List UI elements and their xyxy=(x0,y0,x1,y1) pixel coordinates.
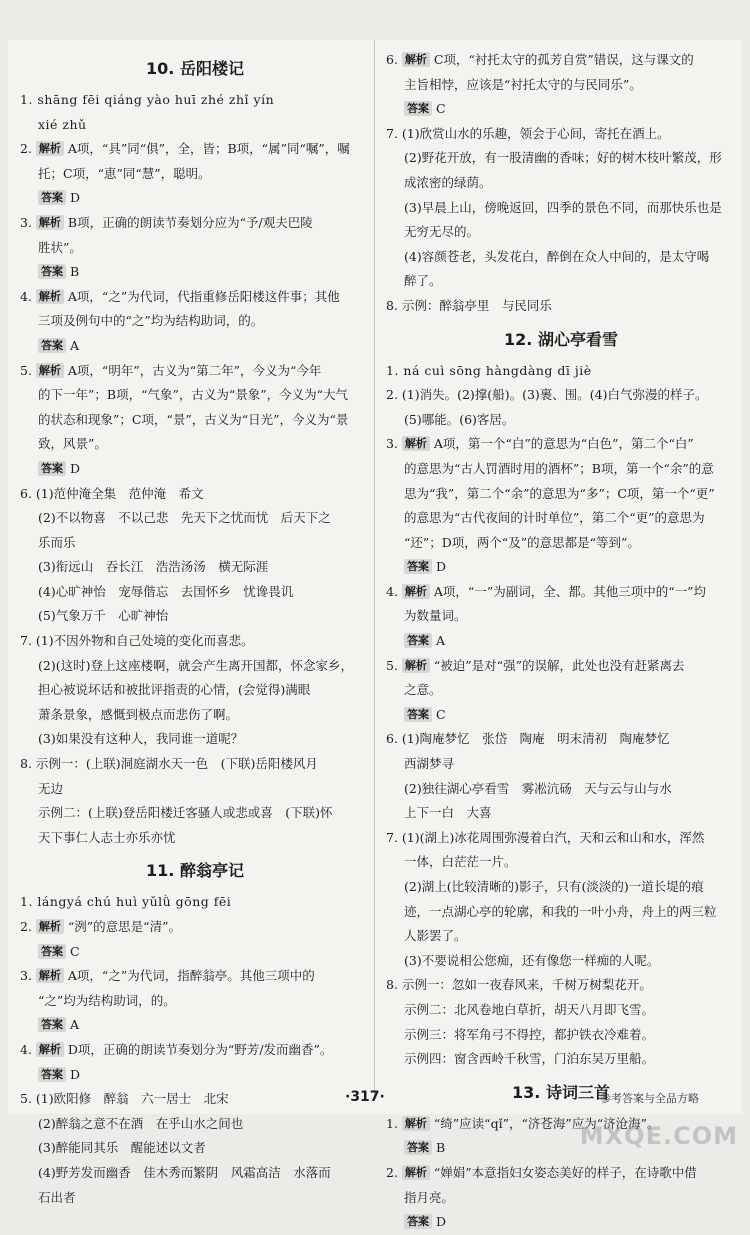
q3-analysis: 3. 解析 A项，“之”为代词，指醉翁亭。其他三项中的 xyxy=(20,968,315,984)
answer-tag: 答案 xyxy=(38,1067,66,1082)
q3-analysis-cont: 思为“我”，第二个“余”的意思为“多”；C项，第一个“更” xyxy=(404,485,715,501)
q4-analysis: 4. 解析 A项，“之”为代词，代指重修岳阳楼这件事；其他 xyxy=(20,288,340,304)
q2-answer: 答案 C xyxy=(20,940,370,965)
q7-line: 7. (1)不因外物和自己处境的变化而喜悲。 xyxy=(20,633,254,649)
answer-tag: 答案 xyxy=(38,190,66,205)
q4-answer: 答案 D xyxy=(20,1063,370,1088)
q8-line: 示例二：(上联)登岳阳楼迁客骚人或悲或喜 (下联)怀 xyxy=(38,805,333,821)
q7-line: (4)容颜苍老，头发花白，醉倒在众人中间的，是太守喝 xyxy=(404,248,710,264)
q6-line: 西湖梦寻 xyxy=(404,756,455,772)
analysis-tag: 解析 xyxy=(36,363,64,378)
q7-line: 一体，白茫茫一片。 xyxy=(404,854,517,870)
left-column xyxy=(20,48,370,1210)
q7-line: 成浓密的绿荫。 xyxy=(404,174,492,190)
q5-analysis-cont: 致，风景”。 xyxy=(38,436,107,452)
q7-line: 7. (1)欣赏山水的乐趣，领会于心间，寄托在酒上。 xyxy=(386,125,670,141)
q7-line: 萧条景象，感慨到极点而悲伤了啊。 xyxy=(38,706,239,722)
q5-analysis-cont: 的下一年”；B项，“气象”，古义为“景象”，今义为“大气 xyxy=(38,387,349,403)
q3-answer: 答案 D xyxy=(386,555,736,580)
q6-analysis-cont: 主旨相悖，应该是“衬托太守的与民同乐”。 xyxy=(404,76,642,92)
q5-line: 5. (1)欧阳修 醉翁 六一居士 北宋 xyxy=(20,1091,229,1107)
q5-answer: 答案 C xyxy=(386,703,736,728)
section-title-12: 12. 湖心亭看雪 xyxy=(504,329,618,349)
q5-analysis: 5. 解析 “被迫”是对“强”的误解，此处也没有赶紧离去 xyxy=(386,657,685,673)
q3-analysis-cont: “还”；D项，两个“及”的意思都是“等到”。 xyxy=(404,534,640,550)
q1-pinyin: 1. ná cuì sōng hàngdàng dī jiè xyxy=(386,362,592,378)
q7-line: (2)野花开放，有一股清幽的香味；好的树木枝叶繁茂，形 xyxy=(404,150,722,166)
q3-analysis: 3. 解析 B项，正确的朗读节奏划分应为“予/观夫巴陵 xyxy=(20,214,313,230)
answer-tag: 答案 xyxy=(38,944,66,959)
q1-analysis: 1. 解析 “绮”应读“qǐ”，“济苍海”应为“济沧海”。 xyxy=(386,1115,660,1131)
q1-pinyin-cont: xié zhǔ xyxy=(38,116,87,132)
q4-answer: 答案 A xyxy=(20,334,370,359)
q4-analysis-cont: 三项及例句中的“之”均为结构助词，的。 xyxy=(38,313,264,329)
q4-analysis-cont: 为数量词。 xyxy=(404,608,467,624)
q5-analysis-cont: 的状态和现象”；C项，“景”，古义为“日光”，今义为“景 xyxy=(38,411,349,427)
answer-tag: 答案 xyxy=(38,338,66,353)
q8-line: 示例二：北风卷地白草折，胡天八月即飞雪。 xyxy=(404,1001,655,1017)
analysis-tag: 解析 xyxy=(36,289,64,304)
q3-answer: 答案 A xyxy=(20,1013,370,1038)
q2-analysis-cont: 托；C项，“恵”同“慧”，聪明。 xyxy=(38,165,211,181)
q1-answer: 答案 B xyxy=(386,1136,736,1161)
q6-line: (2)独往湖心亭看雪 雾凇沆砀 天与云与山与水 xyxy=(404,780,672,796)
analysis-tag: 解析 xyxy=(402,1116,430,1131)
answer-tag: 答案 xyxy=(38,461,66,476)
q4-analysis: 4. 解析 A项，“一”为副词，全、都。其他三项中的“一”均 xyxy=(386,583,706,599)
q7-line: 迹，一点湖心亭的轮廓，和我的一叶小舟，舟上的两三粒 xyxy=(404,903,717,919)
q8-line: 8. 示例一：忽如一夜春风来，千树万树梨花开。 xyxy=(386,977,652,993)
answer-tag: 答案 xyxy=(404,559,432,574)
analysis-tag: 解析 xyxy=(36,968,64,983)
q7-line: (3)如果没有这种人，我同谁一道呢？ xyxy=(38,731,244,747)
q2-line: (5)哪能。(6)客居。 xyxy=(404,411,515,427)
q6-line: (4)心旷神怡 宠辱偕忘 去国怀乡 忧谗畏讥 xyxy=(38,583,294,599)
q3-analysis-cont: 的意思为“古人罚酒时用的酒杯”；B项，第一个“余”的意 xyxy=(404,460,714,476)
q8-line: 示例四：窗含西岭千秋雪，门泊东吴万里船。 xyxy=(404,1051,655,1067)
q8-line: 示例三：将军角弓不得控，都护铁衣冷难着。 xyxy=(404,1026,655,1042)
q8-line: 天下事仁人志士亦乐亦忧 xyxy=(38,829,176,845)
q7-line: (3)不要说相公您痴，还有像您一样痴的人呢。 xyxy=(404,952,660,968)
q6-line: 乐而乐 xyxy=(38,534,76,550)
q5-line: (3)醉能同其乐 醒能述以文者 xyxy=(38,1140,206,1156)
page-number: ·317· xyxy=(345,1089,385,1105)
q1-pinyin: 1. shāng fēi qiáng yào huī zhé zhǐ yín xyxy=(20,92,275,107)
q5-analysis-cont: 之意。 xyxy=(404,682,442,698)
column-divider xyxy=(374,40,375,1100)
q3-analysis-cont: 胜状”。 xyxy=(38,239,82,255)
answer-tag: 答案 xyxy=(404,1140,432,1155)
section-title-10: 10. 岳阳楼记 xyxy=(146,59,244,78)
q8-line: 无边 xyxy=(38,780,64,796)
q5-answer: 答案 D xyxy=(20,457,370,482)
section-title-11: 11. 醉翁亭记 xyxy=(146,861,244,881)
q2-analysis-cont: 指月亮。 xyxy=(404,1189,455,1205)
q7-line: 人影罢了。 xyxy=(404,928,467,944)
q3-analysis-cont: “之”均为结构助词，的。 xyxy=(38,992,176,1008)
q6-line: (3)衔远山 吞长江 浩浩汤汤 横无际涯 xyxy=(38,559,269,575)
analysis-tag: 解析 xyxy=(36,215,64,230)
q7-line: 醉了。 xyxy=(404,273,442,289)
analysis-tag: 解析 xyxy=(402,436,430,451)
section-title-13: 13. 诗词三首 xyxy=(512,1082,610,1102)
analysis-tag: 解析 xyxy=(402,1165,430,1180)
q7-line: (2)(这时)登上这座楼啊，就会产生离开国都，怀念家乡， xyxy=(38,657,353,673)
q5-line: (2)醉翁之意不在酒 在乎山水之间也 xyxy=(38,1115,244,1131)
q6-line: (5)气象万千 心旷神怡 xyxy=(38,608,169,624)
q2-analysis: 2. 解析 “婵娟”本意指妇女姿态美好的样子，在诗歌中借 xyxy=(386,1164,697,1180)
q2-line: 2. (1)消失。(2)撑(船)。(3)裹、围。(4)白气弥漫的样子。 xyxy=(386,387,708,403)
q2-analysis: 2. 解析 A项，“具”同“俱”，全，皆；B项，“属”同“嘱”，嘱 xyxy=(20,141,350,157)
footer-label: 参考答案与全品方略 xyxy=(600,1092,699,1105)
analysis-tag: 解析 xyxy=(402,658,430,673)
answer-tag: 答案 xyxy=(38,264,66,279)
q6-line: 6. (1)范仲淹全集 范仲淹 希文 xyxy=(20,485,204,501)
q6-answer: 答案 C xyxy=(386,97,736,122)
q3-analysis: 3. 解析 A项，第一个“白”的意思为“白色”，第二个“白” xyxy=(386,436,694,452)
q5-analysis: 5. 解析 A项，“明年”，古义为“第二年”，今义为“今年 xyxy=(20,362,322,378)
answer-tag: 答案 xyxy=(404,707,432,722)
q6-line: 上下一白 大喜 xyxy=(404,805,492,821)
q7-line: (2)湖上(比较清晰的)影子，只有(淡淡的)一道长堤的痕 xyxy=(404,879,704,894)
q7-line: 7. (1)(湖上)冰花周围弥漫着白汽，天和云和山和水，浑然 xyxy=(386,829,705,845)
q2-analysis: 2. 解析 “洌”的意思是“清”。 xyxy=(20,919,181,934)
q3-answer: 答案 B xyxy=(20,260,370,285)
answer-tag: 答案 xyxy=(404,633,432,648)
analysis-tag: 解析 xyxy=(402,52,430,67)
analysis-tag: 解析 xyxy=(36,1042,64,1057)
analysis-tag: 解析 xyxy=(402,584,430,599)
q8-line: 8. 示例：醉翁亭里 与民同乐 xyxy=(386,297,552,313)
q4-analysis: 4. 解析 D项，正确的朗读节奏划分为“野芳/发而幽香”。 xyxy=(20,1041,333,1057)
analysis-tag: 解析 xyxy=(36,141,64,156)
answer-tag: 答案 xyxy=(404,1214,432,1229)
answer-tag: 答案 xyxy=(38,1017,66,1032)
q5-line: 石出者 xyxy=(38,1189,76,1205)
q2-answer: 答案 D xyxy=(386,1210,736,1235)
q6-analysis: 6. 解析 C项，“衬托太守的孤芳自赏”错误，这与课文的 xyxy=(386,52,694,67)
q5-line: (4)野芳发而幽香 佳木秀而繁阴 风霜高洁 水落而 xyxy=(38,1164,331,1180)
right-column xyxy=(386,48,736,1235)
q4-answer: 答案 A xyxy=(386,629,736,654)
q3-analysis-cont: 的意思为“古代夜间的计时单位”，第二个“更”的意思为 xyxy=(404,510,705,526)
q8-line: 8. 示例一：(上联)洞庭湖水天一色 (下联)岳阳楼风月 xyxy=(20,756,318,772)
q1-pinyin: 1. lángyá chú huì yǔlǜ gōng fēi xyxy=(20,894,232,910)
q7-line: (3)早晨上山，傍晚返回，四季的景色不同，而那快乐也是 xyxy=(404,199,722,215)
q2-answer: 答案 D xyxy=(20,186,370,211)
answer-tag: 答案 xyxy=(404,101,432,116)
watermark-logo: MXQE.COM xyxy=(579,1122,738,1150)
analysis-tag: 解析 xyxy=(36,919,64,934)
q7-line: 担心被说坏话和被批评指责的心情，(会觉得)满眼 xyxy=(38,682,311,698)
q7-line: 无穷无尽的。 xyxy=(404,224,480,240)
q6-line: (2)不以物喜 不以己悲 先天下之忧而忧 后天下之 xyxy=(38,510,331,526)
q6-line: 6. (1)陶庵梦忆 张岱 陶庵 明末清初 陶庵梦忆 xyxy=(386,731,670,747)
